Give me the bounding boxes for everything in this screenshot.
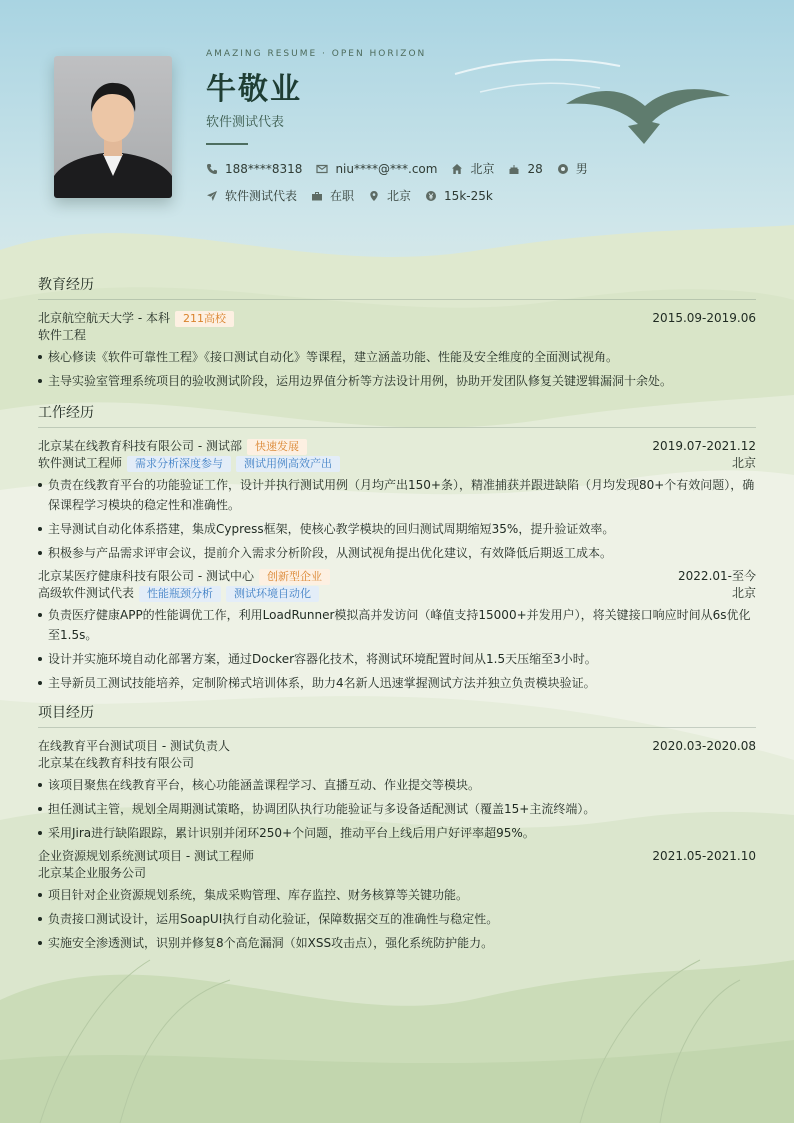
bird-icon [560, 80, 735, 150]
project-head [38, 737, 756, 754]
home-icon [451, 163, 463, 175]
project-period: 2020.03-2020.08 [652, 738, 756, 753]
contact-row [206, 160, 602, 177]
list-item: 项目针对企业资源规划系统，集成采购管理、库存监控、财务核算等关键功能。 [38, 885, 756, 905]
list-item: 主导实验室管理系统项目的验收测试阶段，运用边界值分析等方法设计用例，协助开发团队修复关键逻辑漏洞十余处。 [38, 371, 756, 391]
education-title: 教育经历 [38, 274, 756, 300]
project-head [38, 847, 756, 864]
tagline: AMAZING RESUME · OPEN HORIZON [206, 49, 427, 59]
age-text: 28 [527, 161, 543, 176]
skill-tag: 性能瓶颈分析 [139, 586, 221, 602]
education-major-row [38, 326, 756, 343]
money-icon [425, 190, 437, 202]
send-icon [206, 190, 218, 202]
target-position-text: 软件测试代表 [225, 189, 298, 203]
job-role: 高级软件测试代表 [38, 585, 135, 600]
education-period: 2015.09-2019.06 [652, 310, 756, 325]
city-item [451, 160, 494, 177]
profile-photo [54, 56, 172, 198]
list-item: 担任测试主管，规划全周期测试策略，协调团队执行功能验证与多设备适配测试（覆盖15+主流终端）。 [38, 799, 756, 819]
education-major: 软件工程 [38, 328, 87, 342]
age-item [508, 162, 542, 176]
list-item: 负责医疗健康APP的性能调优工作，利用LoadRunner模拟高并发访问（峰值支持15000+并发用户），将关键接口响应时间从6s优化至1.5s。 [38, 605, 756, 645]
job-role-row [38, 584, 756, 601]
company-name: 北京某医疗健康科技有限公司 - 测试中心 [38, 568, 254, 583]
salary-item [425, 189, 493, 203]
company-badge: 创新型企业 [259, 569, 330, 585]
salary-text: 15k-25k [444, 188, 493, 203]
gender-item [557, 160, 588, 177]
list-item: 该项目聚焦在线教育平台，核心功能涵盖课程学习、直播互动、作业提交等模块。 [38, 775, 756, 795]
education-section [38, 274, 756, 391]
project-bullets [38, 775, 756, 843]
job-period: 2022.01-至今 [678, 569, 756, 583]
city-text: 北京 [470, 162, 495, 176]
job-role: 软件测试工程师 [38, 455, 123, 470]
list-item: 设计并实施环境自动化部署方案，通过Docker容器化技术，将测试环境配置时间从1.5天压缩至3小时。 [38, 649, 756, 669]
project-org: 北京某企业服务公司 [38, 866, 147, 880]
intent-row [206, 187, 507, 204]
job-role-row [38, 454, 756, 471]
skill-tag: 测试环境自动化 [226, 586, 319, 602]
projects-section [38, 702, 756, 953]
list-item: 采用Jira进行缺陷跟踪，累计识别并闭环250+个问题，推动平台上线后用户好评率超95%。 [38, 823, 756, 843]
email-text: niu****@***.com [335, 161, 438, 176]
job-title: 软件测试代表 [206, 115, 285, 130]
job-location: 北京 [731, 586, 756, 600]
briefcase-icon [311, 190, 323, 202]
list-item: 主导新员工测试技能培养，定制阶梯式培训体系，助力4名新人迅速掌握测试方法并独立负责模块验证。 [38, 673, 756, 693]
company-name: 北京某在线教育科技有限公司 - 测试部 [38, 438, 242, 453]
project-bullets [38, 885, 756, 953]
work-title: 工作经历 [38, 402, 756, 428]
job-bullets [38, 475, 756, 563]
phone-item [206, 162, 302, 176]
candidate-name: 牛敬业 [206, 72, 302, 107]
status-item [311, 187, 354, 204]
job-location: 北京 [731, 456, 756, 470]
gender-icon [557, 163, 569, 175]
list-item: 负责接口测试设计，运用SoapUI执行自动化验证，保障数据交互的准确性与稳定性。 [38, 909, 756, 929]
phone-text: 188****8318 [225, 161, 303, 176]
project-name: 在线教育平台测试项目 - 测试负责人 [38, 739, 230, 753]
status-text: 在职 [330, 189, 355, 203]
project-name: 企业资源规划系统测试项目 - 测试工程师 [38, 849, 254, 863]
school-badge: 211高校 [175, 311, 234, 327]
projects-title: 项目经历 [38, 702, 756, 728]
company-badge: 快速发展 [247, 439, 307, 455]
job-head [38, 437, 756, 454]
target-city-item [368, 187, 411, 204]
school-name: 北京航空航天大学 - 本科 [38, 310, 170, 325]
list-item: 核心修读《软件可靠性工程》《接口测试自动化》等课程，建立涵盖功能、性能及安全维度的全面测试视角。 [38, 347, 756, 367]
target-position-item [206, 187, 297, 204]
job-period: 2019.07-2021.12 [652, 438, 756, 453]
education-bullets [38, 347, 756, 391]
education-head [38, 309, 756, 326]
project-org-row [38, 754, 756, 771]
list-item: 实施安全渗透测试，识别并修复8个高危漏洞（如XSS攻击点），强化系统防护能力。 [38, 933, 756, 953]
email-item [316, 162, 437, 176]
job-head [38, 567, 756, 584]
target-city-text: 北京 [387, 189, 412, 203]
work-section [38, 402, 756, 693]
title-divider [206, 143, 248, 145]
gender-text: 男 [575, 162, 588, 176]
skill-tag: 需求分析深度参与 [127, 456, 231, 472]
project-period: 2021.05-2021.10 [652, 848, 756, 863]
pin-icon [368, 190, 380, 202]
mail-icon [316, 163, 328, 175]
list-item: 积极参与产品需求评审会议，提前介入需求分析阶段，从测试视角提出优化建议，有效降低后期返工成本。 [38, 543, 756, 563]
job-bullets [38, 605, 756, 693]
project-org-row [38, 864, 756, 881]
project-org: 北京某在线教育科技有限公司 [38, 756, 195, 770]
list-item: 负责在线教育平台的功能验证工作，设计并执行测试用例（月均产出150+条），精准捕获并跟进缺陷（月均发现80+个有效问题），确保课程学习模块的稳定性和准确性。 [38, 475, 756, 515]
phone-icon [206, 163, 218, 175]
cake-icon [508, 163, 520, 175]
list-item: 主导测试自动化体系搭建，集成Cypress框架，使核心教学模块的回归测试周期缩短35%，提升验证效率。 [38, 519, 756, 539]
skill-tag: 测试用例高效产出 [236, 456, 340, 472]
